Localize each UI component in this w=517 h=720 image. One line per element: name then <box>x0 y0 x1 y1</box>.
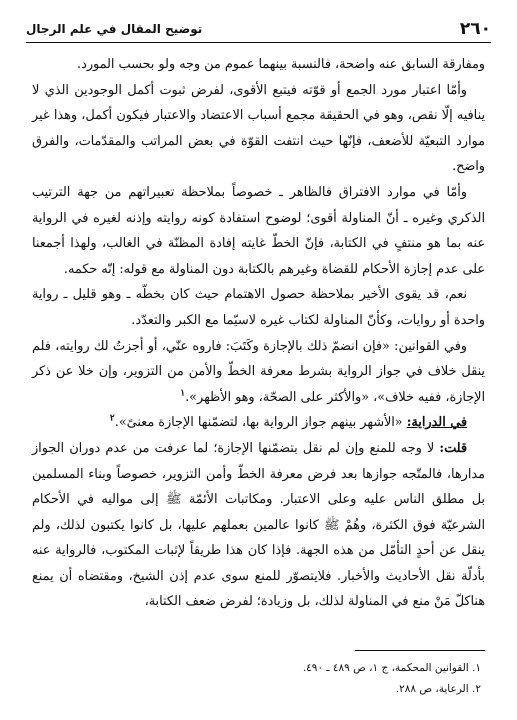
footnote-marker-2: ٢ <box>109 414 115 425</box>
paragraph-5 <box>32 334 485 411</box>
footnotes <box>32 658 481 700</box>
paragraph-7-text: لا وجه للمنع وإن لم نقل بتضمّنها الإجازة؛ لما عرفت من عدم دوران الجواز مدارها، فالمتّجه جوازها بعد فرض معرفة الخطّ وأمن التزوير، خصوصاً وبناء المسلمين بل مطلق الناس عليه وعلى الاعتبار. ومكاتبات الأئمّة ﷺ إلى مواليه في الأحكام الشرعيّة فوق الكثرة، وهُمْ ﷺ كانوا عالمين بعملهم عليها، بل كانوا يكتبون لذلك، ولم ينقل عن أحدٍ التأمّل من هذه الجهة. فإذا كان هذا طريقاً لإثبات المكتوب، فالرواية عنه بأدلّة نقل الأحاديث والأخبار. فلايتصوّر للمنع سوى عدم إذن الشيخ، ومقتضاه أن يمنع هناكلّ مَنْ منع في المناولة لذلك، بل وزيادة؛ لفرض ضعف الكتابة، <box>32 440 485 610</box>
header-rule <box>26 42 491 43</box>
footnote-1: ١. القوانين المحكمة، ج ١، ص ٤٨٩ ـ ٤٩٠. <box>302 662 481 674</box>
running-title: توضيح المقال في علم الرجال <box>26 22 203 36</box>
paragraph-7-label: قلت: <box>439 440 467 456</box>
paragraph-6 <box>32 410 485 436</box>
paragraph-3: وأمّا في موارد الافتراق فالظاهر ـ خصوصاً بملاحظة تعبيراتهم من جهة الترتيب الذكري وغيره ـ أنّ المناولة أقوى؛ لوضوح استفادة كونه روايته وإذنه لغيره في الرواية عنه بما هو منتفٍ في الكتابة، فإنّ الخطّ غايته إفادة المظنّة في الغالب، ولهذا أجمعنا على عدم إجازة الأحكام للقضاة وغيرهم بالكتابة دون المناولة مع قوله: إنّه حكمه. <box>32 184 485 277</box>
paragraph-5-text: وفي القوانين: «فإن انضمّ ذلك بالإجازة وكَتَبَ: فاروه عنّي، أو أجزتُ لك روايته، فلم ينقل خلاف في جواز الرواية بشرط معرفة الخطّ والأمن من التزوير، وإن خلا عن ذكر الإجازة، ففيه خلاف»، «والأكثر على الصحّة، وهو الأظهر». <box>32 338 485 405</box>
body-text <box>32 52 485 615</box>
footnote-marker-1: ١ <box>180 388 186 399</box>
paragraph-4: نعم، قد يقوى الأخير بملاحظة حصول الاهتمام حيث كان بخطّه ـ وهو قليل ـ رواية واحدة أو روايات، وكأنّ المناولة لكتاب غيره لاسيّما مع الكبر والتعدّد. <box>32 287 485 328</box>
page-number: ٢٦٠ <box>459 19 491 39</box>
paragraph-2: وأمّا اعتبار مورد الجمع أو قوّته فيتبع الأقوى، لفرض ثبوت أكمل الوجودين الذي لا ينافيه إلّا نقص، وهو في الحقيقة مجمع أسباب الاعتضاد والاعتبار فيكون أكمل، وهذا غير موارد التبعيّة للأضعف، فإنّها حيث انتفت القوّة في بعض المراتب والمقدّمات، والفرق واضح. <box>32 82 485 175</box>
paragraph-1: ومفارقة السابق عنه واضحة، فالنسبة بينهما عموم من وجه ولو بحسب المورد. <box>77 57 485 72</box>
footnote-rule <box>355 650 485 651</box>
paragraph-6-label: في الدراية: <box>406 415 467 431</box>
page-header <box>26 10 491 40</box>
footnote-2: ٢. الرعاية، ص ٢٨٨. <box>395 683 481 695</box>
paragraph-7 <box>32 436 485 615</box>
paragraph-6-text: «الأشهر بينهم جواز الرواية بها، لتضمّنها الإجازة معنىً». <box>114 415 407 431</box>
